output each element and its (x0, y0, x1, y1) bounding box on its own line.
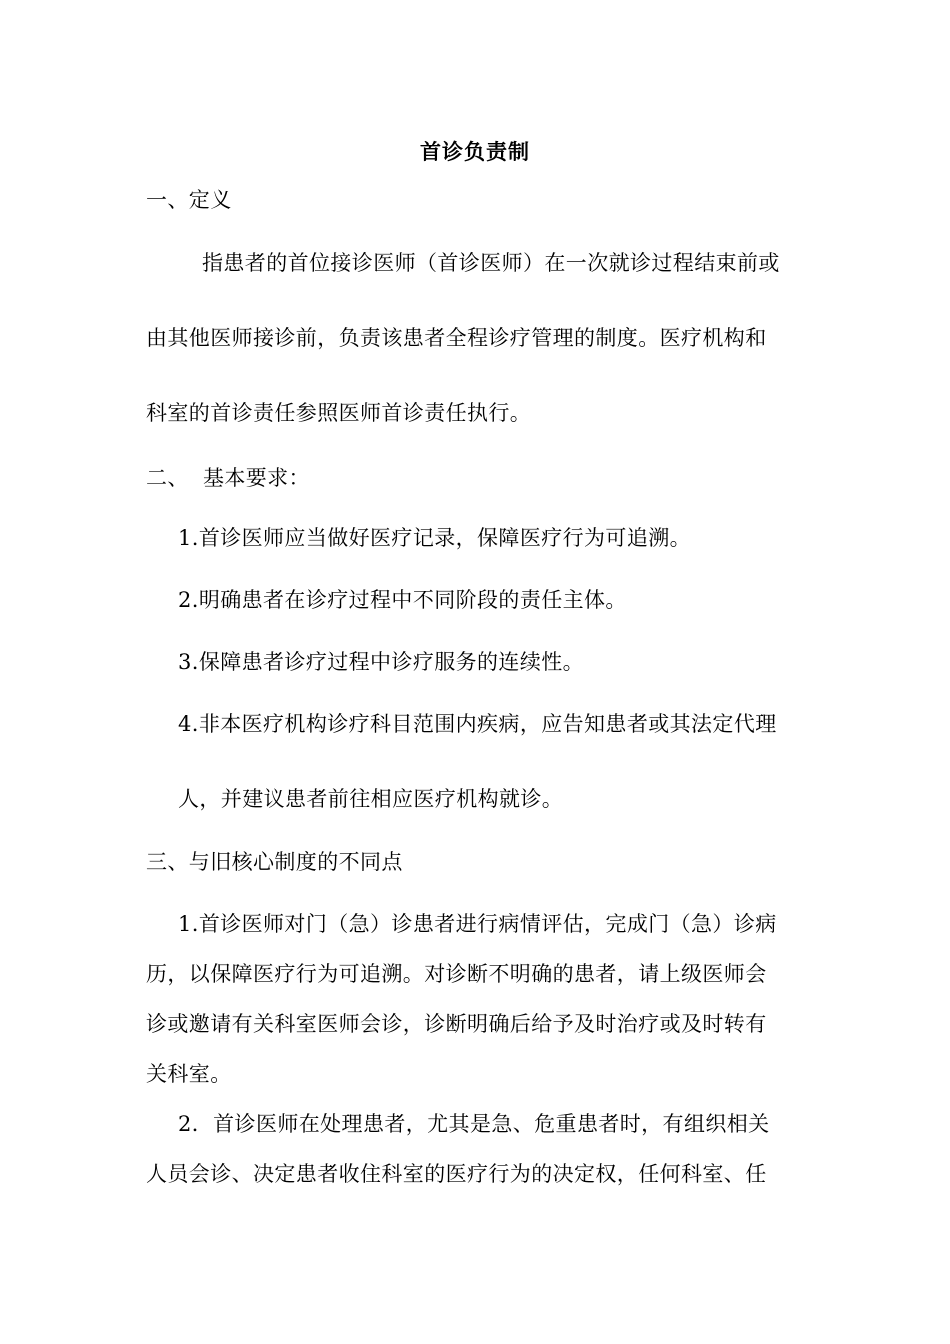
list-item: 3.保障患者诊疗过程中诊疗服务的连续性。 (178, 650, 585, 674)
list-item: 4.非本医疗机构诊疗科目范围内疾病，应告知患者或其法定代理 (178, 712, 777, 736)
paragraph-line: 关科室。 (146, 1062, 232, 1086)
paragraph-line: 指患者的首位接诊医师（首诊医师）在一次就诊过程结束前或 (202, 251, 780, 275)
paragraph-line: 科室的首诊责任参照医师首诊责任执行。 (146, 401, 532, 425)
list-item-continuation: 人，并建议患者前往相应医疗机构就诊。 (178, 787, 564, 811)
paragraph-line: 人员会诊、决定患者收住科室的医疗行为的决定权，任何科室、任 (146, 1162, 767, 1186)
paragraph-line: 由其他医师接诊前，负责该患者全程诊疗管理的制度。医疗机构和 (146, 326, 767, 350)
paragraph-line: 诊或邀请有关科室医师会诊，诊断明确后给予及时治疗或及时转有 (146, 1012, 767, 1036)
section-heading-definition: 一、定义 (146, 188, 232, 212)
paragraph-line: 2．首诊医师在处理患者，尤其是急、危重患者时，有组织相关 (178, 1112, 770, 1136)
list-item: 2.明确患者在诊疗过程中不同阶段的责任主体。 (178, 588, 627, 612)
document-title: 首诊负责制 (420, 139, 530, 164)
paragraph-line: 历，以保障医疗行为可追溯。对诊断不明确的患者，请上级医师会 (146, 962, 767, 986)
paragraph-line: 1.首诊医师对门（急）诊患者进行病情评估，完成门（急）诊病 (178, 912, 777, 936)
section-heading-requirements: 二、 基本要求： (146, 466, 310, 490)
section-heading-differences: 三、与旧核心制度的不同点 (146, 850, 403, 874)
list-item: 1.首诊医师应当做好医疗记录，保障医疗行为可追溯。 (178, 526, 692, 550)
